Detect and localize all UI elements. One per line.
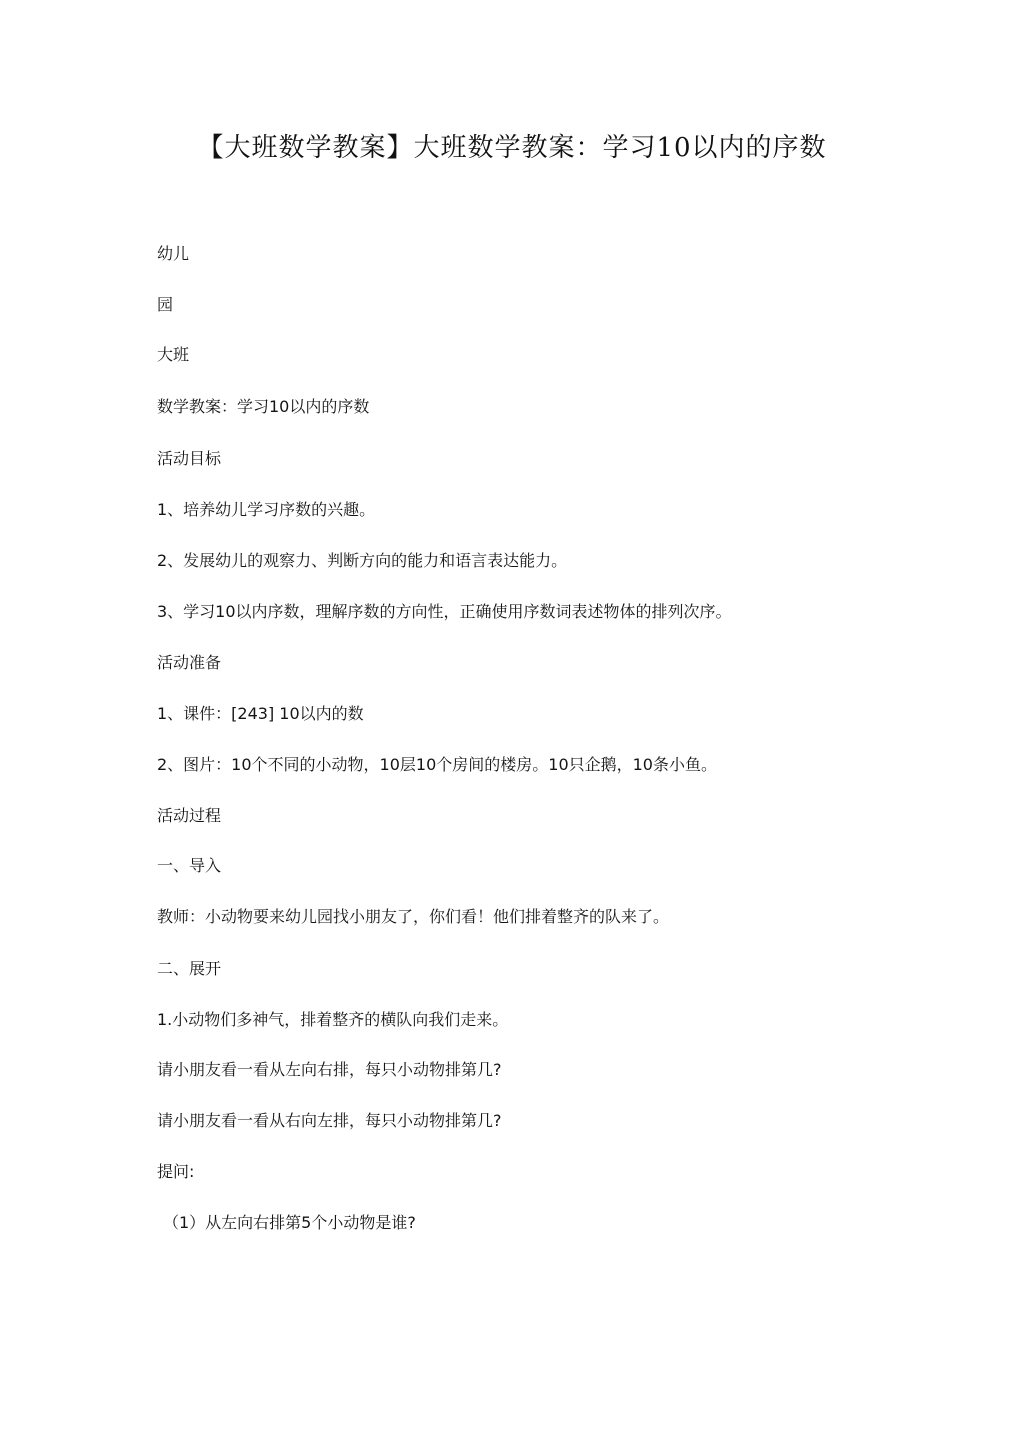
paragraph: 1、课件：[243] 10以内的数 [157,704,364,723]
paragraph: 1.小动物们多神气，排着整齐的横队向我们走来。 [157,1010,509,1029]
paragraph: 一、导入 [157,856,222,875]
paragraph: 2、发展幼儿的观察力、判断方向的能力和语言表达能力。 [157,551,568,570]
paragraph: 请小朋友看一看从右向左排，每只小动物排第几? [157,1111,502,1130]
paragraph: （1）从左向右排第5个小动物是谁? [163,1213,416,1232]
paragraph: 大班 [157,345,190,364]
document-title: 【大班数学教案】大班数学教案：学习10以内的序数 [197,133,827,163]
paragraph: 幼儿 [157,244,190,263]
paragraph: 二、展开 [157,959,222,978]
paragraph: 2、图片：10个不同的小动物，10层10个房间的楼房。10只企鹅，10条小鱼。 [157,755,717,774]
section-heading: 活动过程 [157,806,222,825]
paragraph: 3、学习10以内序数，理解序数的方向性，正确使用序数词表述物体的排列次序。 [157,602,732,621]
section-heading: 活动准备 [157,653,222,672]
paragraph: 1、培养幼儿学习序数的兴趣。 [157,500,376,519]
paragraph: 园 [157,295,174,314]
paragraph: 提问: [157,1162,195,1181]
paragraph: 请小朋友看一看从左向右排，每只小动物排第几? [157,1060,502,1079]
section-heading: 活动目标 [157,449,222,468]
paragraph: 数学教案：学习10以内的序数 [157,397,370,416]
paragraph: 教师：小动物要来幼儿园找小朋友了，你们看！他们排着整齐的队来了。 [157,907,670,926]
